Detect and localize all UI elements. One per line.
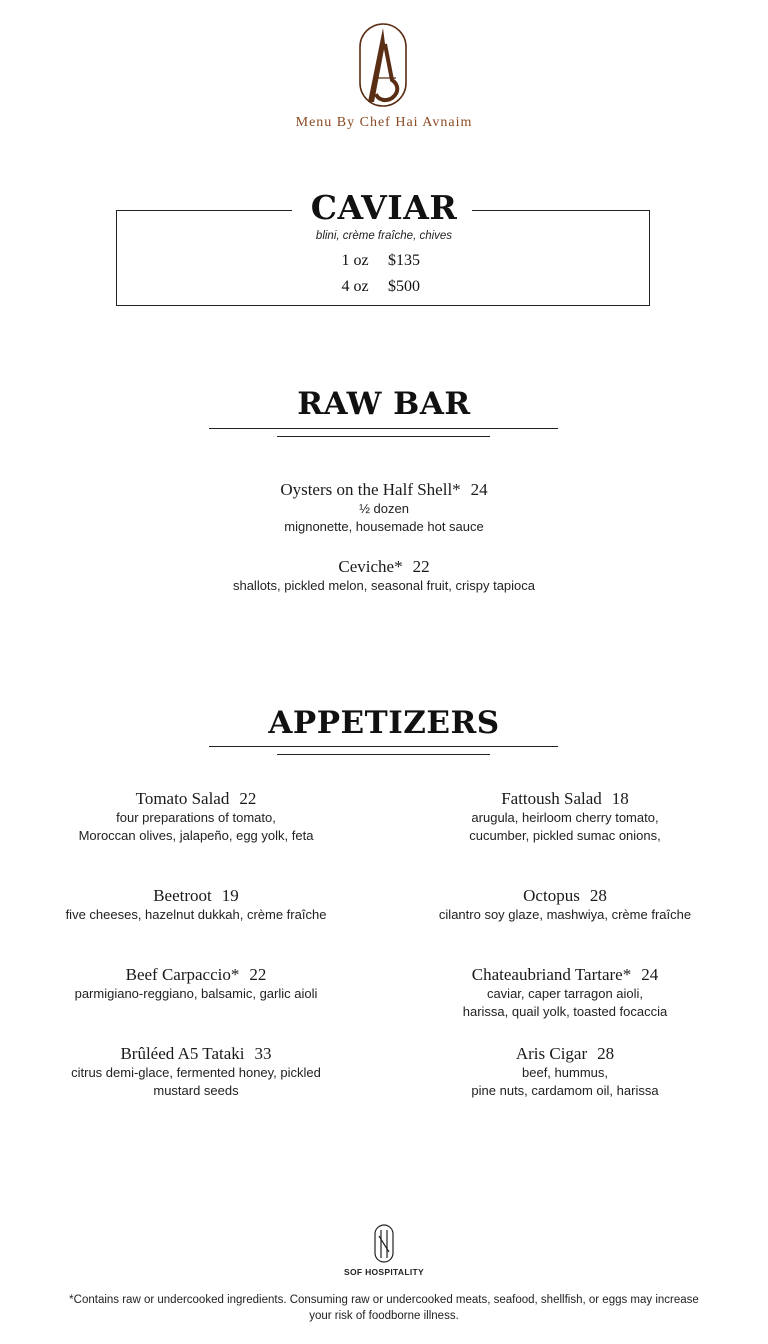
caviar-description: blini, crème fraîche, chives bbox=[315, 230, 453, 242]
item-name: Oysters on the Half Shell* bbox=[280, 480, 461, 499]
menu-item bbox=[415, 886, 715, 924]
item-title bbox=[415, 789, 715, 809]
caviar-price: $135 bbox=[388, 252, 420, 269]
item-desc: mustard seeds bbox=[153, 1083, 239, 1098]
appetizers-title: APPETIZERS bbox=[268, 705, 500, 741]
menu-item bbox=[0, 557, 768, 595]
item-title bbox=[415, 886, 715, 906]
sof-monogram-icon bbox=[374, 1224, 394, 1264]
item-price: 24 bbox=[641, 965, 659, 984]
item-desc: cilantro soy glaze, mashwiya, crème fraîche bbox=[438, 907, 692, 922]
item-price: 22 bbox=[239, 789, 257, 808]
item-title bbox=[0, 557, 768, 577]
item-desc: cucumber, pickled sumac onions, bbox=[469, 828, 661, 843]
item-title bbox=[46, 1044, 346, 1064]
menu-item bbox=[415, 789, 715, 845]
item-name: Brûléed A5 Tataki bbox=[120, 1044, 245, 1063]
item-title bbox=[46, 789, 346, 809]
caviar-price: $500 bbox=[388, 278, 420, 295]
item-title bbox=[415, 965, 715, 985]
item-price: 18 bbox=[611, 789, 629, 808]
item-desc: mignonette, housemade hot sauce bbox=[284, 519, 484, 534]
item-price: 19 bbox=[221, 886, 239, 905]
item-price: 22 bbox=[412, 557, 430, 576]
item-desc: four preparations of tomato, bbox=[116, 810, 276, 825]
disclaimer-line: your risk of foodborne illness. bbox=[309, 1310, 459, 1322]
header-logo bbox=[358, 22, 410, 108]
item-name: Octopus bbox=[523, 886, 580, 905]
item-desc: shallots, pickled melon, seasonal fruit, crispy tapioca bbox=[232, 578, 536, 593]
menu-item bbox=[0, 480, 768, 536]
item-title bbox=[46, 965, 346, 985]
appetizers-rule bbox=[209, 746, 558, 747]
footer-brand: SOF HOSPITALITY bbox=[344, 1267, 424, 1277]
menu-item bbox=[415, 965, 715, 1021]
item-desc: Moroccan olives, jalapeño, egg yolk, feta bbox=[78, 828, 314, 843]
caviar-qty: 1 oz bbox=[341, 252, 369, 269]
menu-subtitle: Menu By Chef Hai Avnaim bbox=[295, 115, 473, 130]
raw-bar-title: RAW BAR bbox=[297, 386, 471, 422]
item-name: Chateaubriand Tartare* bbox=[471, 965, 632, 984]
caviar-title: CAVIAR bbox=[310, 188, 458, 227]
item-desc: ½ dozen bbox=[359, 501, 409, 516]
item-title bbox=[0, 480, 768, 500]
menu-item bbox=[46, 1044, 346, 1100]
aris-monogram-icon bbox=[358, 22, 410, 108]
disclaimer-line: *Contains raw or undercooked ingredients. Consuming raw or undercooked meats, seafood, shellfish, or eggs may increase bbox=[69, 1294, 699, 1306]
caviar-option bbox=[0, 278, 768, 296]
item-desc: beef, hummus, bbox=[522, 1065, 608, 1080]
menu-item bbox=[46, 965, 346, 1003]
item-price: 33 bbox=[254, 1044, 272, 1063]
raw-bar-rule-short bbox=[277, 436, 490, 437]
item-name: Beetroot bbox=[153, 886, 212, 905]
caviar-option bbox=[0, 252, 768, 270]
item-desc: pine nuts, cardamom oil, harissa bbox=[471, 1083, 659, 1098]
footer-disclaimer bbox=[0, 1292, 768, 1324]
menu-item bbox=[415, 1044, 715, 1100]
item-name: Beef Carpaccio* bbox=[125, 965, 240, 984]
item-desc: five cheeses, hazelnut dukkah, crème fraîche bbox=[65, 907, 327, 922]
item-price: 22 bbox=[249, 965, 267, 984]
menu-item bbox=[46, 789, 346, 845]
item-name: Ceviche* bbox=[338, 557, 403, 576]
item-name: Fattoush Salad bbox=[501, 789, 602, 808]
item-desc: arugula, heirloom cherry tomato, bbox=[471, 810, 659, 825]
item-title bbox=[415, 1044, 715, 1064]
item-desc: parmigiano-reggiano, balsamic, garlic aioli bbox=[74, 986, 318, 1001]
raw-bar-rule bbox=[209, 428, 558, 429]
menu-item bbox=[46, 886, 346, 924]
item-name: Tomato Salad bbox=[135, 789, 230, 808]
item-desc: citrus demi-glace, fermented honey, pickled bbox=[71, 1065, 321, 1080]
item-name: Aris Cigar bbox=[515, 1044, 588, 1063]
item-desc: caviar, caper tarragon aioli, bbox=[486, 986, 644, 1001]
item-title bbox=[46, 886, 346, 906]
appetizers-rule-short bbox=[277, 754, 490, 755]
item-price: 24 bbox=[470, 480, 488, 499]
caviar-qty: 4 oz bbox=[341, 278, 369, 295]
item-price: 28 bbox=[589, 886, 607, 905]
footer-logo bbox=[374, 1224, 394, 1264]
item-desc: harissa, quail yolk, toasted focaccia bbox=[462, 1004, 668, 1019]
item-price: 28 bbox=[597, 1044, 615, 1063]
